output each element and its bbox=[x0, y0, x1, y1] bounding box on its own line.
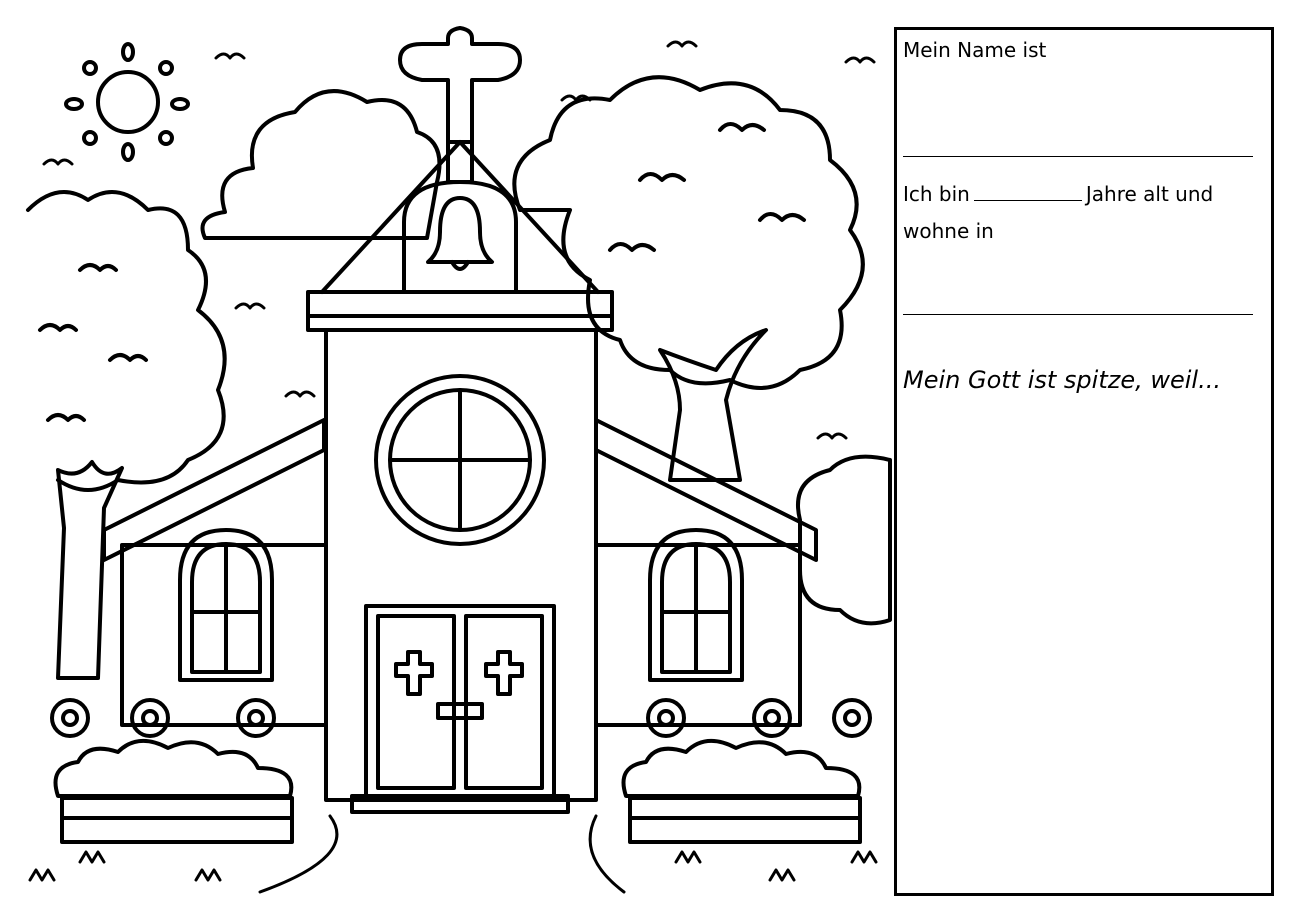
age-suffix: Jahre alt und bbox=[1085, 182, 1214, 206]
name-answer-line[interactable] bbox=[903, 156, 1253, 157]
path-and-grass bbox=[30, 816, 876, 892]
residence-answer-line[interactable] bbox=[903, 314, 1253, 315]
worksheet-form bbox=[894, 27, 1274, 896]
age-line bbox=[903, 176, 1213, 213]
bell-icon bbox=[428, 198, 492, 269]
left-planter bbox=[52, 700, 292, 842]
residence-label: wohne in bbox=[903, 219, 994, 243]
cross-icon bbox=[400, 28, 520, 142]
prompt-text: Mein Gott ist spitze, weil... bbox=[903, 366, 1221, 394]
church-left-wing bbox=[104, 420, 326, 725]
birds-icon bbox=[44, 42, 874, 438]
left-tree-icon bbox=[28, 192, 225, 678]
church-right-wing bbox=[596, 420, 816, 725]
age-prefix: Ich bin bbox=[903, 182, 970, 206]
round-window-icon bbox=[376, 376, 544, 544]
right-small-tree-icon bbox=[798, 457, 890, 624]
age-blank[interactable] bbox=[974, 182, 1082, 201]
right-tree-icon bbox=[514, 77, 863, 480]
sun-icon bbox=[66, 44, 188, 160]
church-door bbox=[352, 606, 568, 812]
name-label: Mein Name ist bbox=[903, 38, 1047, 62]
right-planter bbox=[624, 700, 871, 842]
